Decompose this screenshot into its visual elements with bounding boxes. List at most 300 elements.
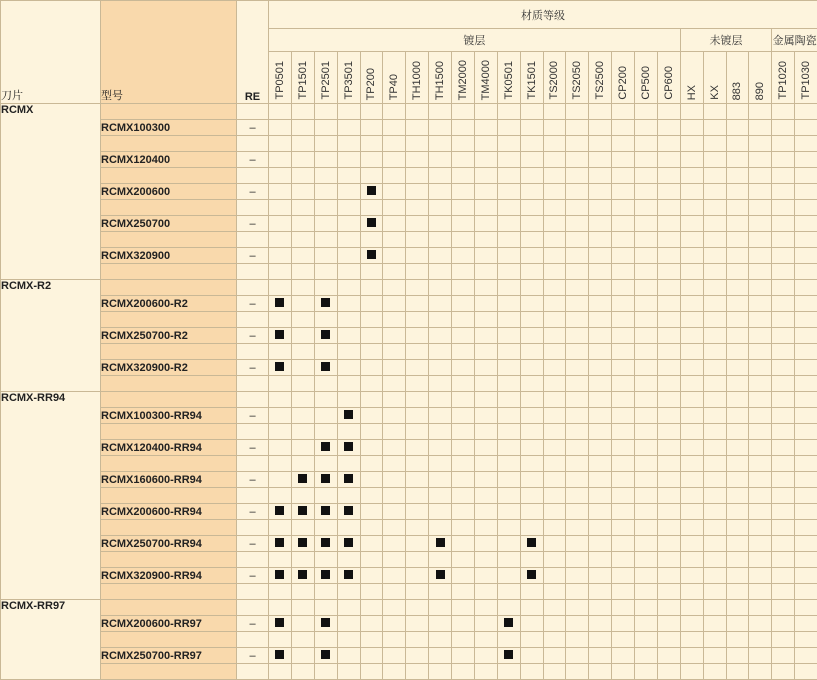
model-cell: RCMX250700: [101, 216, 237, 232]
grade-cell: [795, 152, 817, 168]
spacer-row: [1, 280, 817, 296]
grade-cell: [314, 360, 337, 376]
re-cell: –: [237, 616, 269, 632]
table-row: [1, 568, 817, 584]
grade-cell: [703, 440, 726, 456]
grade-cell: [589, 536, 612, 552]
grade-cell: [383, 152, 406, 168]
grade-cell: [429, 440, 452, 456]
grade-cell: [680, 216, 703, 232]
grade-cell: [635, 248, 658, 264]
grade-cell: [543, 408, 566, 424]
grade-cell: [657, 328, 680, 344]
re-cell: –: [237, 568, 269, 584]
grade-label: CP500: [640, 66, 652, 100]
grade-cell: [635, 360, 658, 376]
spacer-row: [1, 232, 817, 248]
uncoated-group-header: 未镀层: [680, 29, 772, 52]
grade-cell: [360, 440, 383, 456]
spacer-row: [1, 344, 817, 360]
grade-cell: [612, 360, 635, 376]
grade-cell: [452, 536, 475, 552]
grade-cell: [452, 360, 475, 376]
re-cell: –: [237, 504, 269, 520]
grade-cell: [429, 504, 452, 520]
table-row: [1, 536, 817, 552]
grade-cell: [383, 648, 406, 664]
spacer-row: [1, 552, 817, 568]
grade-label: TK0501: [503, 61, 515, 100]
grade-cell: [452, 472, 475, 488]
grade-cell: [520, 408, 543, 424]
grade-cell: [589, 504, 612, 520]
grade-cell: [566, 296, 589, 312]
model-cell: RCMX120400: [101, 152, 237, 168]
grade-cell: [337, 328, 360, 344]
grade-cell: [749, 472, 772, 488]
grade-cell: [269, 536, 292, 552]
grade-cell: [589, 328, 612, 344]
grade-cell: [635, 184, 658, 200]
grade-cell: [726, 216, 749, 232]
grade-cell: [291, 472, 314, 488]
grade-cell: [703, 472, 726, 488]
grade-cell: [269, 472, 292, 488]
available-mark-icon: [275, 330, 284, 339]
grade-cell: [520, 184, 543, 200]
available-mark-icon: [504, 618, 513, 627]
grade-cell: [589, 568, 612, 584]
re-cell: –: [237, 440, 269, 456]
grade-header-th1500: [429, 52, 452, 104]
grade-cell: [612, 216, 635, 232]
spacer-row: [1, 376, 817, 392]
grade-cell: [680, 536, 703, 552]
grade-cell: [429, 248, 452, 264]
grade-header-tp1020: [772, 52, 795, 104]
grade-cell: [337, 152, 360, 168]
grade-cell: [795, 536, 817, 552]
grade-cell: [566, 648, 589, 664]
grade-cell: [749, 616, 772, 632]
grade-cell: [360, 504, 383, 520]
grade-cell: [360, 248, 383, 264]
grade-cell: [406, 184, 429, 200]
grade-label: TH1500: [434, 61, 446, 100]
grade-cell: [429, 120, 452, 136]
grade-cell: [749, 360, 772, 376]
grade-cell: [429, 616, 452, 632]
table-row: [1, 504, 817, 520]
grade-cell: [269, 408, 292, 424]
grade-label: CP200: [617, 66, 629, 100]
grade-cell: [726, 648, 749, 664]
model-cell: RCMX200600-R2: [101, 296, 237, 312]
grade-cell: [474, 248, 497, 264]
spacer-row: [1, 424, 817, 440]
grade-cell: [406, 504, 429, 520]
table-row: [1, 152, 817, 168]
grade-cell: [749, 536, 772, 552]
model-cell: RCMX160600-RR94: [101, 472, 237, 488]
available-mark-icon: [344, 570, 353, 579]
grade-cell: [269, 296, 292, 312]
grade-cell: [406, 152, 429, 168]
grade-cell: [657, 536, 680, 552]
available-mark-icon: [275, 362, 284, 371]
grade-cell: [772, 360, 795, 376]
grade-cell: [703, 360, 726, 376]
grade-cell: [360, 568, 383, 584]
grade-cell: [474, 472, 497, 488]
grade-cell: [269, 440, 292, 456]
grade-cell: [291, 120, 314, 136]
grade-cell: [795, 504, 817, 520]
grade-cell: [497, 328, 520, 344]
grade-cell: [795, 648, 817, 664]
grade-cell: [703, 152, 726, 168]
grade-label: TS2050: [571, 61, 583, 100]
grade-cell: [314, 616, 337, 632]
grade-cell: [589, 472, 612, 488]
spacer-row: [1, 456, 817, 472]
grade-cell: [383, 248, 406, 264]
grade-cell: [772, 616, 795, 632]
re-cell: –: [237, 408, 269, 424]
table-row: [1, 616, 817, 632]
grade-label: TH1000: [411, 61, 423, 100]
available-mark-icon: [344, 474, 353, 483]
grade-cell: [772, 152, 795, 168]
grade-cell: [657, 360, 680, 376]
grade-cell: [406, 472, 429, 488]
available-mark-icon: [321, 570, 330, 579]
grade-header-tp0501: [269, 52, 292, 104]
grade-cell: [566, 360, 589, 376]
spacer-row: [1, 600, 817, 616]
grade-cell: [635, 616, 658, 632]
coated-group-header: 镀层: [269, 29, 681, 52]
grade-cell: [406, 328, 429, 344]
grade-cell: [474, 184, 497, 200]
model-cell: RCMX250700-RR94: [101, 536, 237, 552]
grade-cell: [635, 440, 658, 456]
grade-cell: [543, 440, 566, 456]
grade-cell: [680, 472, 703, 488]
grade-cell: [520, 648, 543, 664]
grade-cell: [360, 360, 383, 376]
grade-cell: [680, 504, 703, 520]
grade-header-hx: [680, 52, 703, 104]
grade-cell: [795, 248, 817, 264]
grade-header-tk1501: [520, 52, 543, 104]
grade-cell: [497, 296, 520, 312]
grade-cell: [772, 504, 795, 520]
grade-cell: [726, 248, 749, 264]
grade-cell: [520, 568, 543, 584]
grade-cell: [269, 216, 292, 232]
grade-cell: [589, 296, 612, 312]
model-cell: RCMX320900: [101, 248, 237, 264]
family-name: RCMX-RR94: [1, 392, 101, 600]
insert-column-header: 刀片: [1, 1, 101, 104]
grade-cell: [429, 536, 452, 552]
grade-cell: [406, 568, 429, 584]
grade-cell: [291, 648, 314, 664]
spacer-row: [1, 104, 817, 120]
grade-label: TM2000: [457, 60, 469, 100]
grade-cell: [657, 120, 680, 136]
grade-label: TP200: [365, 68, 377, 100]
grade-cell: [749, 120, 772, 136]
grade-cell: [680, 648, 703, 664]
grade-cell: [543, 248, 566, 264]
grade-cell: [726, 440, 749, 456]
grade-cell: [497, 440, 520, 456]
grade-label: TP1501: [297, 61, 309, 100]
grade-cell: [383, 472, 406, 488]
grade-cell: [452, 440, 475, 456]
grade-cell: [612, 440, 635, 456]
grade-cell: [406, 408, 429, 424]
grade-cell: [635, 472, 658, 488]
model-cell: RCMX100300: [101, 120, 237, 136]
grade-cell: [452, 648, 475, 664]
grade-cell: [726, 408, 749, 424]
grade-cell: [291, 408, 314, 424]
grade-cell: [406, 648, 429, 664]
grade-label: 883: [731, 82, 743, 100]
available-mark-icon: [321, 442, 330, 451]
grade-cell: [680, 360, 703, 376]
available-mark-icon: [321, 650, 330, 659]
grade-cell: [314, 504, 337, 520]
grade-cell: [291, 536, 314, 552]
grade-cell: [520, 248, 543, 264]
grade-cell: [749, 184, 772, 200]
spacer-row: [1, 520, 817, 536]
spacer-row: [1, 488, 817, 504]
grade-label: TP1030: [800, 61, 812, 100]
grade-label: 890: [754, 82, 766, 100]
grade-cell: [566, 184, 589, 200]
grade-cell: [657, 184, 680, 200]
grade-header-ts2000: [543, 52, 566, 104]
grade-cell: [612, 184, 635, 200]
grade-cell: [337, 472, 360, 488]
grade-cell: [795, 216, 817, 232]
grade-cell: [680, 616, 703, 632]
grade-cell: [589, 616, 612, 632]
model-cell: RCMX200600: [101, 184, 237, 200]
grade-cell: [474, 536, 497, 552]
grade-cell: [360, 616, 383, 632]
grade-cell: [360, 296, 383, 312]
grade-cell: [543, 184, 566, 200]
grade-cell: [566, 472, 589, 488]
grade-cell: [497, 216, 520, 232]
table-row: [1, 472, 817, 488]
grade-cell: [337, 568, 360, 584]
grade-cell: [429, 328, 452, 344]
grade-cell: [429, 360, 452, 376]
grade-cell: [269, 248, 292, 264]
grade-cell: [657, 648, 680, 664]
available-mark-icon: [344, 410, 353, 419]
grade-cell: [314, 296, 337, 312]
grade-cell: [703, 120, 726, 136]
grade-cell: [383, 184, 406, 200]
grade-header-tp1501: [291, 52, 314, 104]
grade-header-883: [726, 52, 749, 104]
grade-cell: [497, 536, 520, 552]
grade-cell: [795, 472, 817, 488]
grade-cell: [589, 440, 612, 456]
grade-cell: [314, 248, 337, 264]
spacer-row: [1, 200, 817, 216]
grade-cell: [566, 536, 589, 552]
grade-header-cp500: [635, 52, 658, 104]
grade-cell: [474, 152, 497, 168]
grade-cell: [772, 472, 795, 488]
grade-cell: [360, 472, 383, 488]
table-row: [1, 296, 817, 312]
model-column-header: 型号: [101, 1, 237, 104]
grade-cell: [314, 568, 337, 584]
grade-cell: [474, 504, 497, 520]
grade-cell: [383, 616, 406, 632]
grade-header-tm2000: [452, 52, 475, 104]
available-mark-icon: [367, 218, 376, 227]
available-mark-icon: [298, 506, 307, 515]
grade-cell: [612, 120, 635, 136]
available-mark-icon: [321, 298, 330, 307]
table-row: [1, 360, 817, 376]
grade-cell: [269, 648, 292, 664]
grade-cell: [657, 152, 680, 168]
available-mark-icon: [321, 506, 330, 515]
grade-cell: [429, 184, 452, 200]
grade-cell: [360, 408, 383, 424]
grade-cell: [795, 184, 817, 200]
grade-cell: [337, 504, 360, 520]
grade-cell: [543, 568, 566, 584]
grade-header-tm4000: [474, 52, 497, 104]
grade-cell: [566, 408, 589, 424]
grade-cell: [749, 568, 772, 584]
family-name: RCMX-R2: [1, 280, 101, 392]
grade-cell: [474, 568, 497, 584]
grade-cell: [726, 568, 749, 584]
grade-header-tk0501: [497, 52, 520, 104]
grade-cell: [635, 152, 658, 168]
grade-cell: [406, 248, 429, 264]
grade-cell: [566, 328, 589, 344]
available-mark-icon: [344, 506, 353, 515]
grade-cell: [291, 504, 314, 520]
grade-label: TP0501: [274, 61, 286, 100]
grade-cell: [703, 216, 726, 232]
grade-cell: [635, 568, 658, 584]
grade-cell: [383, 360, 406, 376]
available-mark-icon: [367, 250, 376, 259]
grade-cell: [612, 152, 635, 168]
grade-cell: [772, 328, 795, 344]
grade-cell: [612, 504, 635, 520]
grade-cell: [406, 616, 429, 632]
available-mark-icon: [275, 650, 284, 659]
grade-cell: [474, 648, 497, 664]
model-cell: RCMX250700-R2: [101, 328, 237, 344]
available-mark-icon: [298, 538, 307, 547]
grade-cell: [589, 152, 612, 168]
grade-cell: [474, 408, 497, 424]
grade-label: TP1020: [777, 61, 789, 100]
grade-cell: [543, 152, 566, 168]
grade-cell: [703, 184, 726, 200]
grade-cell: [795, 568, 817, 584]
grade-cell: [520, 152, 543, 168]
model-cell: RCMX200600-RR94: [101, 504, 237, 520]
grade-cell: [383, 536, 406, 552]
grade-cell: [291, 248, 314, 264]
grade-cell: [474, 616, 497, 632]
re-cell: –: [237, 472, 269, 488]
grade-label: TS2000: [548, 61, 560, 100]
grade-header-ts2500: [589, 52, 612, 104]
grade-cell: [635, 648, 658, 664]
spacer-row: [1, 264, 817, 280]
grade-cell: [452, 152, 475, 168]
grade-cell: [657, 408, 680, 424]
grade-cell: [360, 328, 383, 344]
grade-cell: [497, 152, 520, 168]
grade-header-cp600: [657, 52, 680, 104]
model-cell: RCMX320900-R2: [101, 360, 237, 376]
grade-cell: [703, 328, 726, 344]
grade-cell: [520, 616, 543, 632]
grade-cell: [589, 120, 612, 136]
grade-cell: [795, 120, 817, 136]
grade-cell: [795, 328, 817, 344]
grade-cell: [497, 248, 520, 264]
available-mark-icon: [321, 362, 330, 371]
cermet-group-header: 金属陶瓷: [772, 29, 817, 52]
grade-cell: [680, 408, 703, 424]
grade-cell: [269, 504, 292, 520]
grade-cell: [360, 120, 383, 136]
grade-cell: [337, 440, 360, 456]
grade-label: HX: [686, 85, 698, 100]
grade-label: TK1501: [526, 61, 538, 100]
grade-cell: [726, 536, 749, 552]
grade-cell: [429, 296, 452, 312]
grade-cell: [749, 408, 772, 424]
grade-cell: [657, 296, 680, 312]
grade-cell: [452, 120, 475, 136]
grade-header-890: [749, 52, 772, 104]
grade-header-th1000: [406, 52, 429, 104]
grade-cell: [314, 408, 337, 424]
grade-cell: [520, 296, 543, 312]
table-row: [1, 184, 817, 200]
grade-cell: [497, 648, 520, 664]
grade-cell: [452, 248, 475, 264]
table-row: [1, 648, 817, 664]
grade-cell: [543, 616, 566, 632]
grade-cell: [566, 248, 589, 264]
grade-cell: [474, 216, 497, 232]
